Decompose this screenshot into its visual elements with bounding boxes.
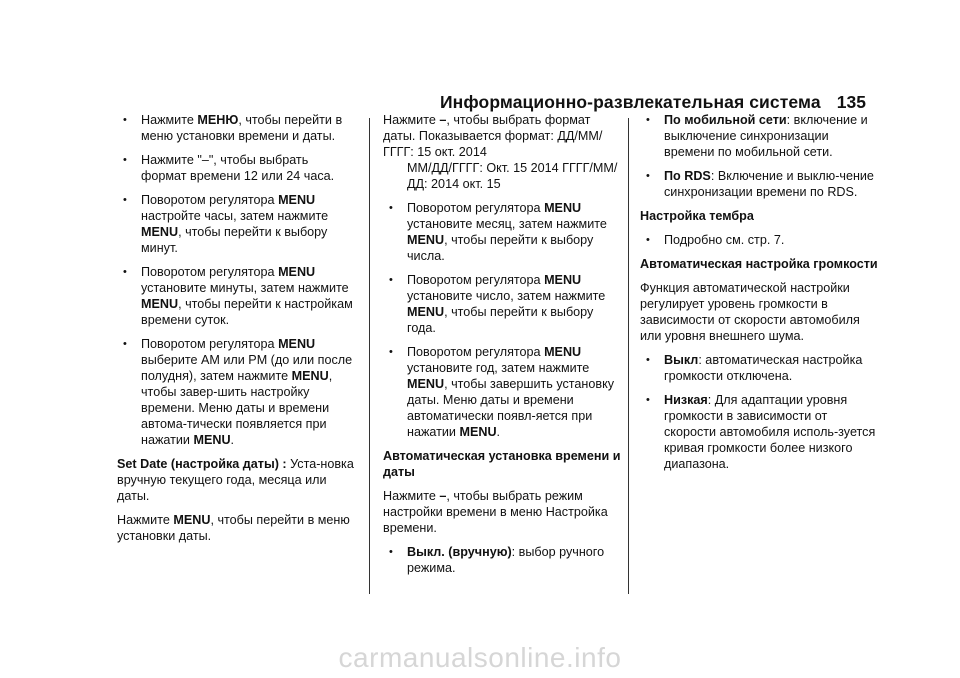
watermark: carmanualsonline.info bbox=[338, 642, 622, 673]
page-title: Информационно-развлекательная система bbox=[440, 92, 821, 112]
paragraph: Set Date (настройка даты) : Уста-новка вручную текущего года, месяца или даты. bbox=[117, 457, 354, 503]
column-1 bbox=[117, 112, 355, 552]
bullet-item: • Поворотом регулятора MENU выберите AM или PM (до или после полудня), затем нажмите MENU, чтобы завер-шить настройку времени. Меню даты и времени автома-тически появляется при нажатии MENU. bbox=[117, 336, 355, 448]
bullet-item: • Поворотом регулятора MENU установите минуты, затем нажмите MENU, чтобы перейти к настройкам времени суток. bbox=[117, 264, 355, 328]
bullet-item: • Низкая: Для адаптации уровня громкости в зависимости от скорости автомобиля исполь-зуется кривая громкости более низкого диапазона. bbox=[640, 392, 880, 472]
page-number: 135 bbox=[836, 92, 866, 112]
bullet-item: • Нажмите МЕНЮ, чтобы перейти в меню установки времени и даты. bbox=[117, 112, 355, 144]
bullet-item: • Поворотом регулятора MENU настройте часы, затем нажмите MENU, чтобы перейти к выбору минут. bbox=[117, 192, 355, 256]
column-divider bbox=[628, 118, 629, 594]
date-formats: ММ/ДД/ГГГГ: Окт. 15 2014 ГГГГ/ММ/ДД: 2014 окт. 15 bbox=[407, 161, 618, 191]
bullet-item: • Поворотом регулятора MENU установите число, затем нажмите MENU, чтобы перейти к выбору года. bbox=[383, 272, 623, 336]
column-2 bbox=[383, 112, 623, 584]
bullet-item: • Поворотом регулятора MENU установите месяц, затем нажмите MENU, чтобы перейти к выбору числа. bbox=[383, 200, 623, 264]
paragraph: Функция автоматической настройки регулирует уровень громкости в зависимости от скорости автомобиля или уровня внешнего шума. bbox=[640, 281, 860, 343]
bullet-item: • Поворотом регулятора MENU установите год, затем нажмите MENU, чтобы завершить установку даты. Меню даты и времени автоматически появл-яется при нажатии MENU. bbox=[383, 344, 623, 440]
section-heading: Автоматическая установка времени и даты bbox=[383, 449, 621, 479]
paragraph: Нажмите –, чтобы выбрать режим настройки времени в меню Настройка времени. bbox=[383, 489, 608, 535]
bullet-item: • Нажмите "–", чтобы выбрать формат времени 12 или 24 часа. bbox=[117, 152, 355, 184]
bullet-item: • По RDS: Включение и выклю-чение синхронизации времени по RDS. bbox=[640, 168, 880, 200]
section-heading: Автоматическая настройка громкости bbox=[640, 257, 878, 271]
paragraph: Нажмите –, чтобы выбрать формат даты. Показывается формат: ДД/ММ/ГГГГ: 15 окт. 2014 bbox=[383, 113, 603, 159]
bullet-item: • По мобильной сети: включение и выключение синхронизации времени по мобильной сети. bbox=[640, 112, 880, 160]
column-3 bbox=[640, 112, 880, 480]
bullet-item: • Выкл. (вручную): выбор ручного режима. bbox=[383, 544, 623, 576]
bullet-item: • Выкл: автоматическая настройка громкости отключена. bbox=[640, 352, 880, 384]
page-header bbox=[440, 92, 902, 113]
column-divider bbox=[369, 118, 370, 594]
paragraph: Нажмите MENU, чтобы перейти в меню установки даты. bbox=[117, 513, 350, 543]
bullet-item: • Подробно см. стр. 7. bbox=[640, 232, 880, 248]
section-heading: Настройка тембра bbox=[640, 209, 754, 223]
